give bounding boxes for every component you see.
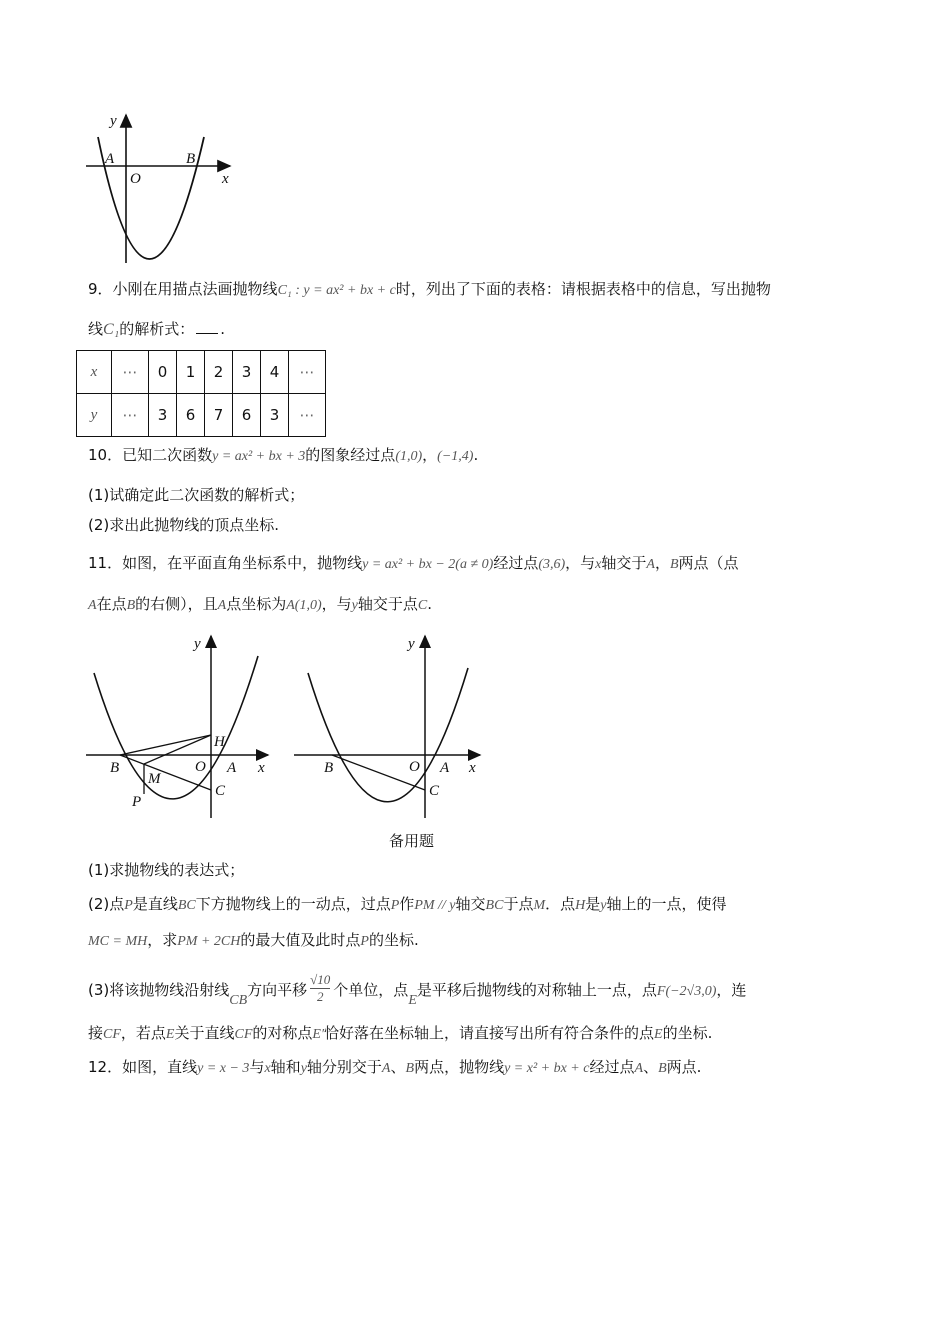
q11-number: 11． <box>88 554 123 572</box>
point-c-label: C <box>429 783 440 799</box>
point-b-label: B <box>324 760 334 776</box>
q11-sub-2-line-1: (2)点P是直线BC下方抛物线上的一动点，过点P作PM // y轴交BC于点M．点H是y轴上的一点，使得 <box>88 895 727 913</box>
q10-sub-2: (2)求出此抛物线的顶点坐标. <box>88 516 280 534</box>
q11-sub-3-line-1: (3)将该抛物线沿射线CB方向平移 $\frac{√10}{2}$ 个单位，点E是平移后抛物线的对称轴上一点，点F(−2√3,0)，连 <box>88 972 747 1008</box>
point-a-label: A <box>440 760 450 776</box>
origin-label: O <box>130 171 141 187</box>
origin-label: O <box>409 759 420 775</box>
parabola-figure-q8 <box>80 105 250 270</box>
q11-line-1: 11．如图，在平面直角坐标系中，抛物线y = ax² + bx − 2(a ≠ 0)经过点(3,6)，与x轴交于A，B两点（点 <box>88 554 739 572</box>
fraction: $\frac{√10}{2}$ <box>310 972 331 1004</box>
point-m-label: M <box>148 771 161 787</box>
y-axis-label: y <box>408 636 415 652</box>
line-bh <box>120 735 211 755</box>
q9-formula: C₁ : y = ax² + bx + c <box>277 283 396 298</box>
figure-caption: 备用题 <box>389 832 435 850</box>
q11-sub-1: (1)求抛物线的表达式； <box>88 861 245 879</box>
point-b-label: B <box>186 151 196 167</box>
answer-blank <box>196 319 218 334</box>
x-axis-label: x <box>469 760 476 776</box>
point-h-label: H <box>214 734 225 750</box>
q11-line-2: A在点B的右侧），且A点坐标为A(1,0)，与y轴交于点C. <box>88 595 432 613</box>
point-a-label: A <box>227 760 237 776</box>
parabola-curve <box>308 668 468 802</box>
parabola-figure-q11-backup <box>288 628 488 823</box>
q10-line-1: 10．已知二次函数y = ax² + bx + 3的图象经过点(1,0)，(−1,4). <box>88 446 479 464</box>
point-p-label: P <box>132 794 142 810</box>
parabola-curve <box>94 656 258 799</box>
y-axis-label: y <box>110 113 117 129</box>
point-c-label: C <box>215 783 226 799</box>
point-b-label: B <box>110 760 120 776</box>
q9-number: 9． <box>88 280 113 298</box>
q10-number: 10． <box>88 446 123 464</box>
values-table <box>76 350 326 437</box>
q9-line-1: 9．小刚在用描点法画抛物线C₁ : y = ax² + bx + c时，列出了下面的表格：请根据表格中的信息，写出抛物 <box>88 280 771 298</box>
q11-sub-2-line-2: MC = MH，求PM + 2CH的最大值及此时点P的坐标. <box>88 931 419 949</box>
x-axis-label: x <box>258 760 265 776</box>
y-axis-label: y <box>194 636 201 652</box>
q10-sub-1: (1)试确定此二次函数的解析式； <box>88 486 305 504</box>
q12-line-1: 12．如图，直线y = x − 3与x轴和y轴分别交于A、B两点，抛物线y = x² + bx + c经过点A、B两点. <box>88 1058 702 1076</box>
point-a-label: A <box>105 151 115 167</box>
q11-sub-3-line-2: 接CF，若点E关于直线CF的对称点E′恰好落在坐标轴上，请直接写出所有符合条件的点E的坐标. <box>88 1024 713 1042</box>
table-row-x: x ⋯ 0 1 2 3 4 ⋯ <box>77 351 326 394</box>
table-row-y: y ⋯ 3 6 7 6 3 ⋯ <box>77 394 326 437</box>
x-axis-label: x <box>222 171 229 187</box>
origin-label: O <box>195 759 206 775</box>
q12-number: 12． <box>88 1058 123 1076</box>
q9-line-2: 线C₁的解析式： . <box>88 320 226 338</box>
parabola-figure-q11-main <box>80 628 280 823</box>
